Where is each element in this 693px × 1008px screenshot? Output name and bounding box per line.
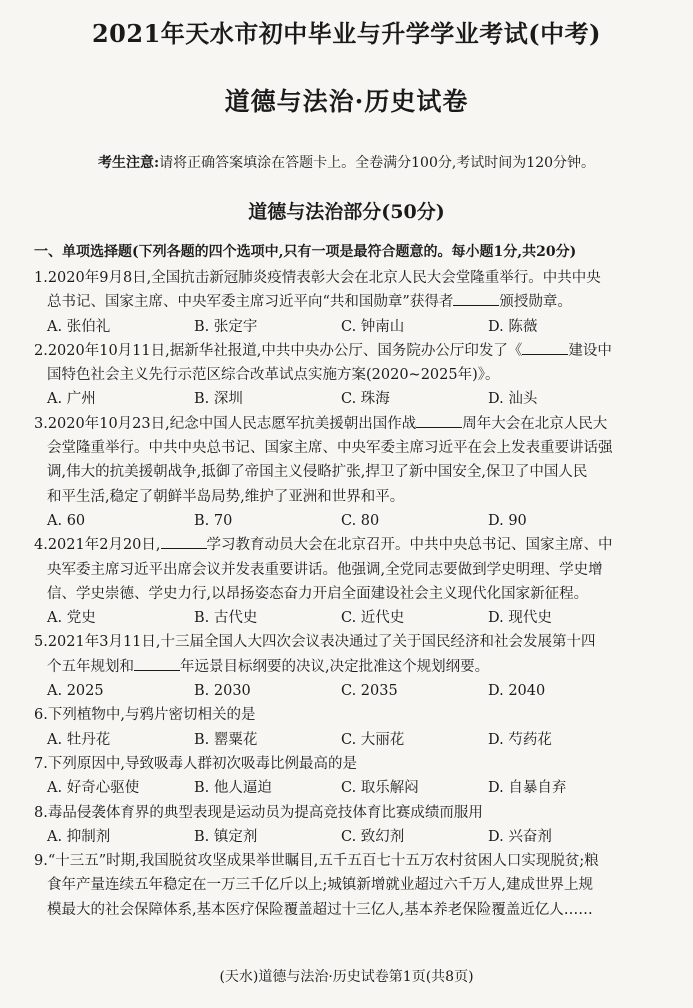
paper-title: 道德与法治·历史试卷 (224, 87, 469, 116)
question-text: 食年产量连续五年稳定在一万三千亿斤以上;城镇新增就业超过六千万人,建成世界上规 (47, 877, 593, 894)
question-3 (34, 412, 666, 533)
question-text: 会堂隆重举行。中共中央总书记、国家主席、中央军委主席习近平在会上发表重要讲话强 (47, 440, 613, 457)
question-text-line (34, 873, 666, 897)
question-text-line (34, 412, 666, 436)
notice-text: 请将正确答案填涂在答题卡上。全卷满分100分,考试时间为120分钟。 (159, 155, 596, 171)
question-9 (34, 849, 666, 922)
answer-option: C. 钟南山 (341, 318, 405, 335)
answer-options (34, 509, 666, 533)
answer-option: D. 汕头 (488, 391, 538, 408)
question-4 (34, 533, 666, 630)
question-text: 调,伟大的抗美援朝战争,抵御了帝国主义侵略扩张,捍卫了新中国安全,保卫了中国人民 (47, 464, 588, 481)
answer-option: B. 深圳 (194, 391, 243, 408)
answer-option: A. 党史 (47, 610, 96, 627)
section-title: 道德与法治部分(50分) (248, 201, 445, 223)
answer-option: B. 镇定剂 (194, 828, 258, 845)
answer-option: B. 古代史 (194, 610, 258, 627)
answer-option: C. 珠海 (341, 391, 390, 408)
answer-option: B. 张定宇 (194, 318, 258, 335)
question-8 (34, 801, 666, 850)
answer-option: C. 大丽花 (341, 731, 405, 748)
question-text: 9.“十三五”时期,我国脱贫攻坚成果举世瞩目,五千五百七十五万农村贫困人口实现脱贫;粮 (34, 853, 599, 870)
question-1 (34, 266, 666, 339)
answer-options (34, 679, 666, 703)
question-text: 3.2020年10月23日,纪念中国人民志愿军抗美援朝出国作战 (34, 415, 417, 432)
answer-blank (453, 292, 499, 306)
answer-option: B. 罂粟花 (194, 731, 258, 748)
question-text-line (34, 898, 666, 922)
answer-option: D. 自暴自弃 (488, 780, 567, 797)
question-text: 7.下列原因中,导致吸毒人群初次吸毒比例最高的是 (34, 755, 357, 772)
answer-option: A. 张伯礼 (47, 318, 111, 335)
question-text-line (34, 558, 666, 582)
answer-blank (134, 657, 180, 671)
question-text: 2.2020年10月11日,据新华社报道,中共中央办公厅、国务院办公厅印发了《 (34, 342, 523, 359)
question-text: 5.2021年3月11日,十三届全国人大四次会议表决通过了关于国民经济和社会发展第十四 (34, 634, 596, 651)
question-text: 国特色社会主义先行示范区综合改革试点实施方案(2020~2025年)》。 (47, 367, 500, 384)
question-text-line (34, 801, 666, 825)
question-text-line (34, 266, 666, 290)
question-text-line (34, 533, 666, 557)
answer-options (34, 728, 666, 752)
question-text: 和平生活,稳定了朝鲜半岛局势,维护了亚洲和世界和平。 (47, 488, 405, 505)
answer-option: B. 2030 (194, 683, 251, 700)
answer-option: C. 取乐解闷 (341, 780, 419, 797)
answer-option: A. 广州 (47, 391, 96, 408)
question-text: 1.2020年9月8日,全国抗击新冠肺炎疫情表彰大会在北京人民大会堂隆重举行。中共中央 (34, 270, 601, 286)
question-6 (34, 703, 666, 752)
question-text: 模最大的社会保障体系,基本医疗保险覆盖超过十三亿人,基本养老保险覆盖近亿人…… (47, 901, 593, 918)
question-text: 周年大会在北京人民大 (462, 415, 608, 432)
question-text-line (34, 752, 666, 776)
question-7 (34, 752, 666, 801)
answer-option: C. 80 (341, 512, 380, 529)
question-text: 总书记、国家主席、中央军委主席习近平向“共和国勋章”获得者 (47, 294, 454, 311)
page-footer: (天水)道德与法治·历史试卷第1页(共8页) (219, 969, 474, 985)
question-text: 8.毒品侵袭体育界的典型表现是运动员为提高竞技体育比赛成绩而服用 (34, 804, 483, 821)
answer-option: A. 60 (47, 512, 86, 529)
answer-option: A. 牡丹花 (47, 731, 111, 748)
answer-option: C. 近代史 (341, 610, 405, 627)
answer-options (34, 387, 666, 411)
question-text-line (34, 703, 666, 727)
exam-title: 2021年天水市初中毕业与升学学业考试(中考) (91, 19, 601, 48)
question-text-line (34, 485, 666, 509)
answer-option: C. 致幻剂 (341, 828, 405, 845)
question-text: 央军委主席习近平出席会议并发表重要讲话。他强调,全党同志要做到学史明理、学史增 (47, 561, 603, 578)
answer-option: D. 芍药花 (488, 731, 552, 748)
question-text-line (34, 630, 666, 654)
answer-option: D. 陈薇 (488, 318, 538, 335)
answer-option: A. 2025 (47, 683, 104, 700)
question-text-line (34, 582, 666, 606)
question-5 (34, 630, 666, 703)
answer-option: D. 现代史 (488, 610, 552, 627)
answer-option: C. 2035 (341, 683, 398, 700)
question-list (34, 240, 666, 922)
part-one-heading: 一、单项选择题(下列各题的四个选项中,只有一项是最符合题意的。每小题1分,共20分) (34, 244, 577, 260)
notice-label: 考生注意: (97, 155, 160, 171)
question-text-line (34, 436, 666, 460)
answer-option: D. 兴奋剂 (488, 828, 552, 845)
answer-option: B. 70 (194, 512, 233, 529)
answer-option: A. 抑制剂 (47, 828, 111, 845)
question-text: 颁授勋章。 (499, 294, 572, 311)
answer-option: B. 他人逼迫 (194, 780, 272, 797)
question-text: 年远景目标纲要的决议,决定批准这个规划纲要。 (180, 658, 490, 675)
answer-option: D. 2040 (488, 683, 546, 700)
question-text: 学习教育动员大会在北京召开。中共中央总书记、国家主席、中 (206, 537, 613, 554)
answer-options (34, 606, 666, 630)
question-text-line (34, 460, 666, 484)
question-text-line (34, 339, 666, 363)
question-text-line (34, 655, 666, 679)
answer-blank (161, 535, 207, 549)
answer-option: A. 好奇心驱使 (47, 780, 140, 797)
question-text-line (34, 290, 666, 314)
question-text: 4.2021年2月20日, (34, 537, 161, 554)
question-text-line (34, 849, 666, 873)
question-text: 个五年规划和 (47, 658, 134, 675)
answer-blank (416, 414, 462, 428)
answer-option: D. 90 (488, 512, 527, 529)
answer-options (34, 776, 666, 800)
exam-notice (0, 152, 693, 172)
question-text-line (34, 363, 666, 387)
answer-options (34, 315, 666, 339)
answer-options (34, 825, 666, 849)
answer-blank (522, 341, 568, 355)
question-text: 信、学史崇德、学史力行,以昂扬姿态奋力开启全面建设社会主义现代化国家新征程。 (47, 585, 589, 602)
question-2 (34, 339, 666, 412)
question-text: 建设中 (568, 342, 612, 359)
question-text: 6.下列植物中,与鸦片密切相关的是 (34, 707, 256, 724)
